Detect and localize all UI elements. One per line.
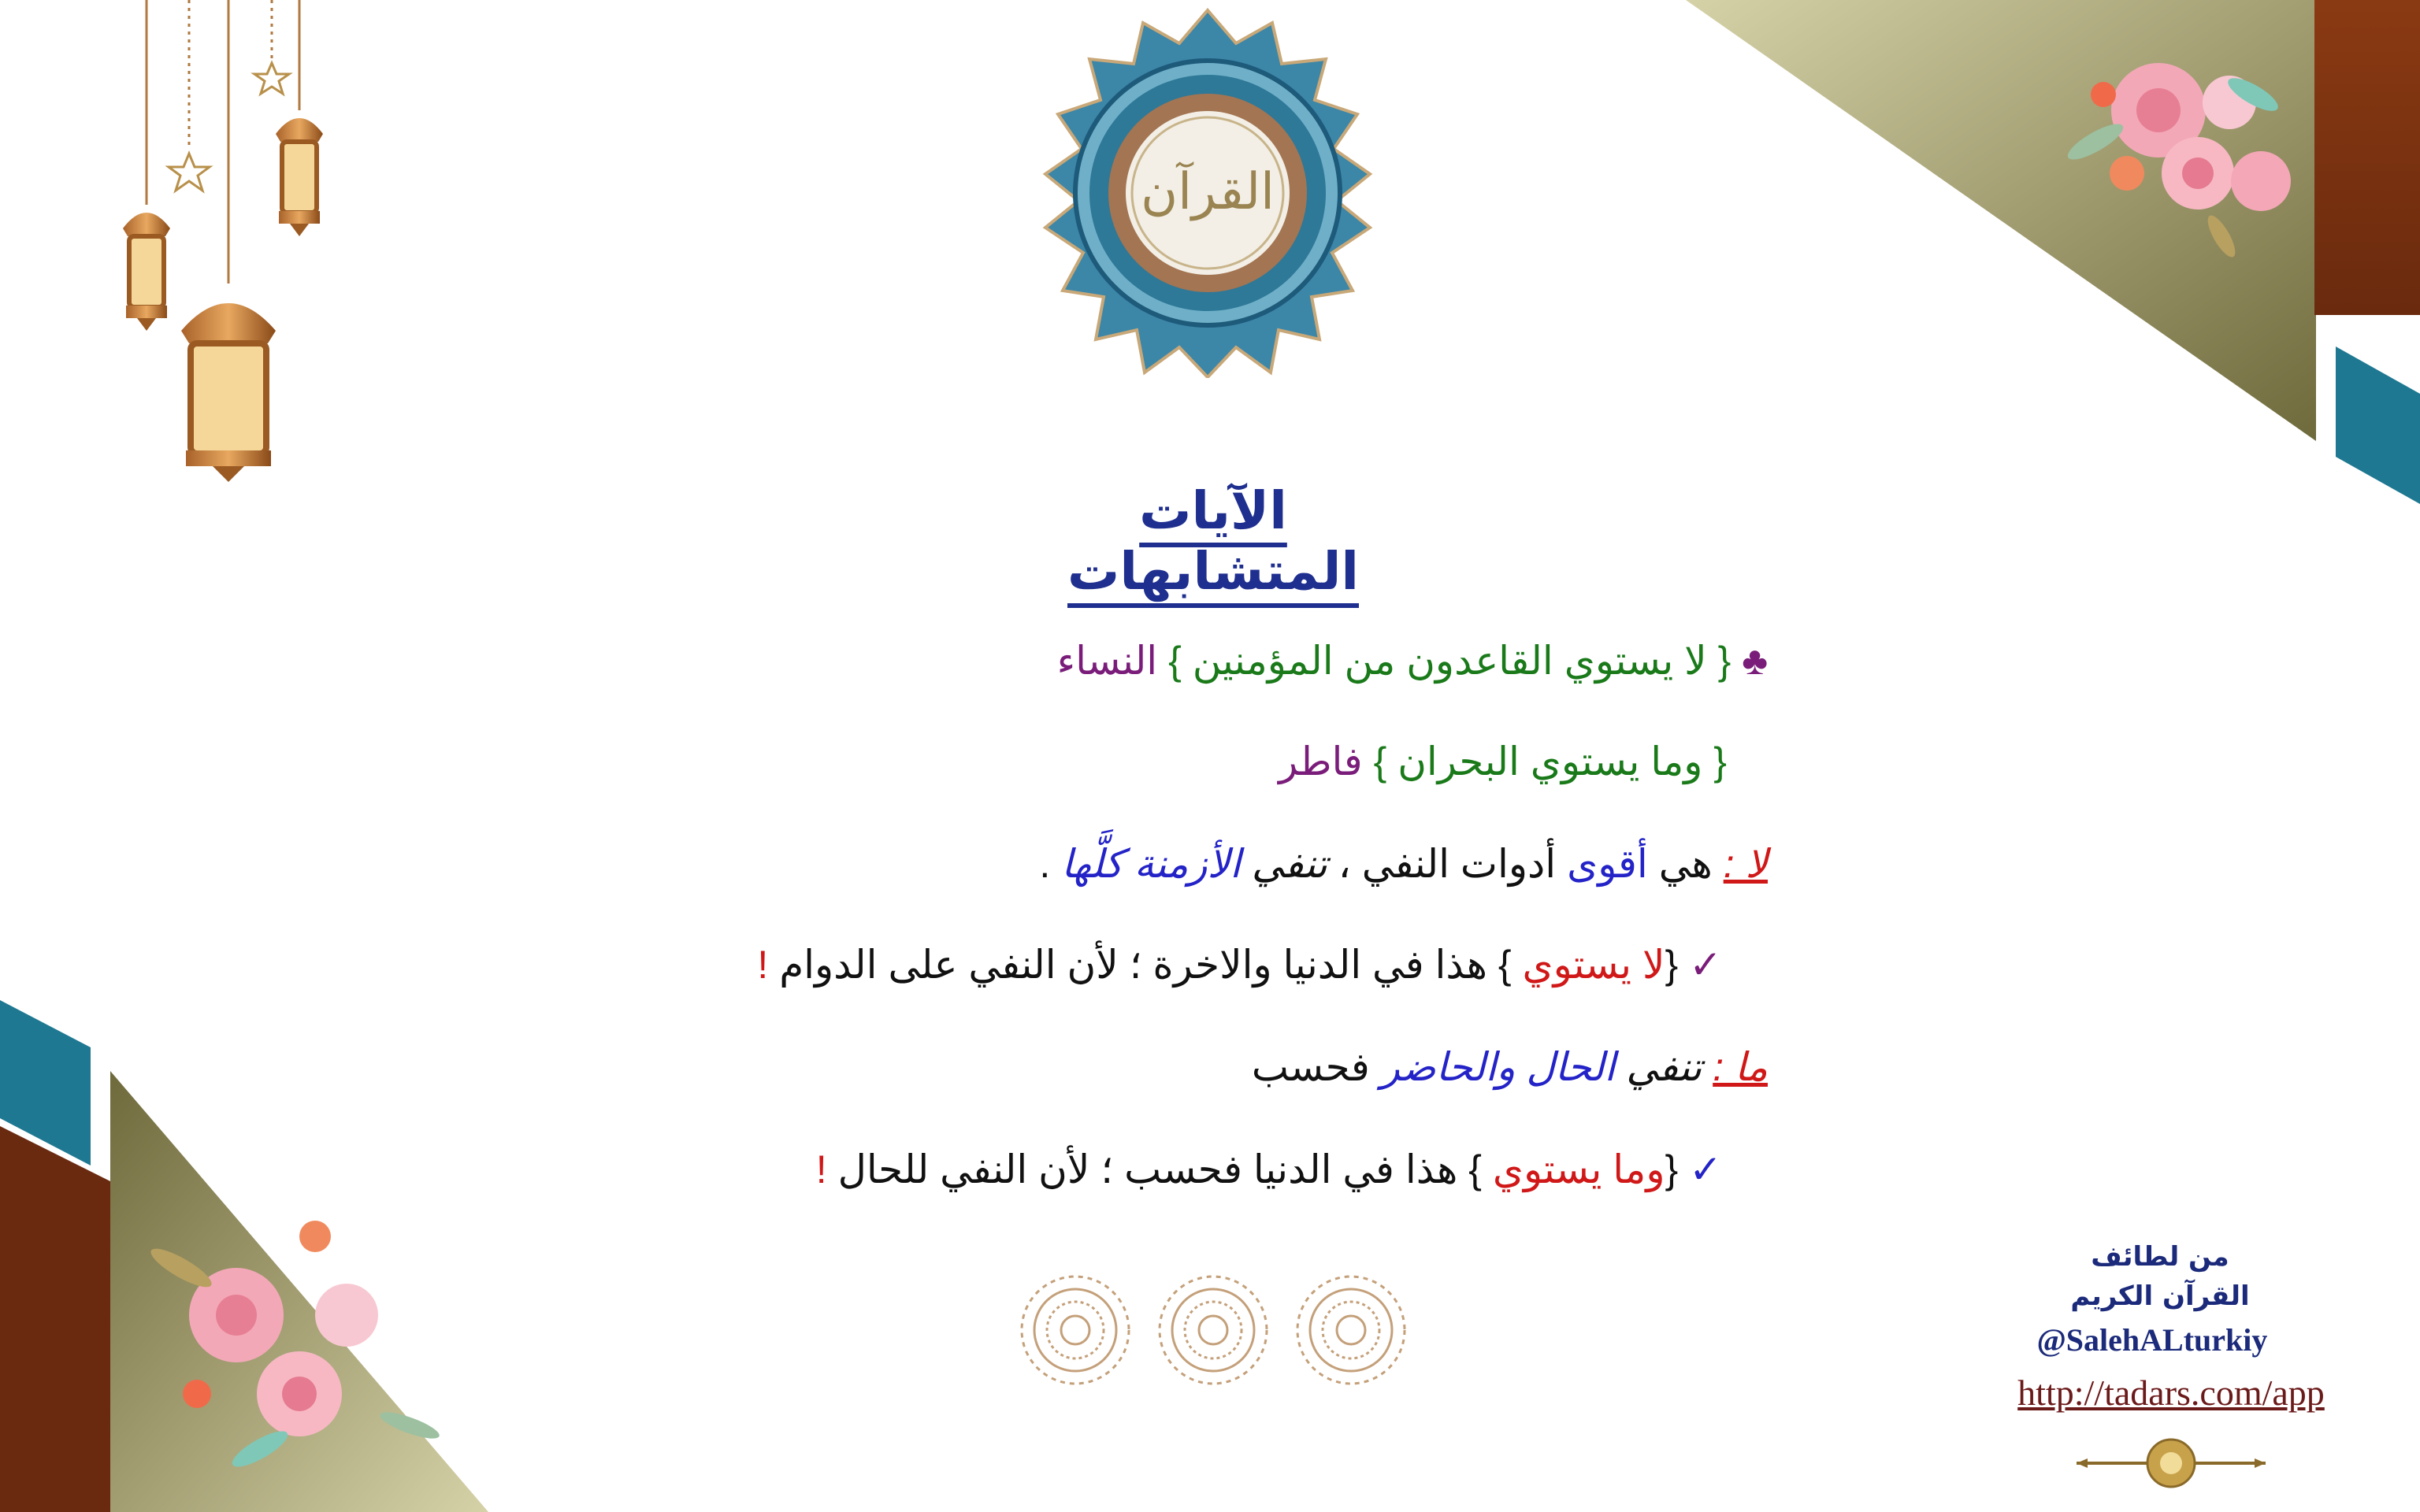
svg-text:القرآن: القرآن xyxy=(1141,163,1275,221)
website-link[interactable]: http://tadars.com/app xyxy=(2017,1373,2325,1413)
la-check-phrase: لا يستوي xyxy=(1522,943,1665,987)
top-right-corner-decoration xyxy=(1654,0,2420,520)
verse-line-2 xyxy=(1279,739,1727,784)
credit-line-2: القرآن الكريم xyxy=(2070,1280,2250,1312)
ma-explanation-line xyxy=(1252,1044,1768,1090)
la-check-open: { xyxy=(1665,943,1679,987)
club-icon: ♣ xyxy=(1742,639,1768,683)
la-check-line xyxy=(757,942,1722,988)
bottom-left-corner-decoration xyxy=(0,984,488,1512)
verse-1-text: { لا يستوي القاعدون من المؤمنين } xyxy=(1168,639,1731,683)
verse-2-text: { وما يستوي البحران } xyxy=(1373,739,1727,784)
ma-check-bang: ! xyxy=(815,1147,827,1191)
credit-line-1: من لطائف xyxy=(2091,1241,2229,1273)
la-check-bang: ! xyxy=(757,943,769,987)
checkmark-icon: ✓ xyxy=(1689,942,1722,988)
la-text-e: الأزمنة كلَّها xyxy=(1061,842,1241,886)
la-text-b: أقوى xyxy=(1567,842,1648,886)
la-text-a: هي xyxy=(1658,842,1713,886)
page-title: الآيات المتشابهات xyxy=(1067,480,1359,602)
mandala-ornaments xyxy=(1016,1271,1410,1392)
verse-line-1 xyxy=(1057,638,1768,684)
lanterns-decoration xyxy=(102,0,354,491)
ma-check-line xyxy=(816,1147,1722,1192)
ma-text-b: الحال والحاضر xyxy=(1380,1045,1616,1089)
ornament-divider xyxy=(2077,1432,2266,1498)
ma-check-phrase: وما يستوي xyxy=(1492,1147,1665,1191)
twitter-handle: @SalehALturkiy xyxy=(2036,1322,2268,1358)
verse-1-source: النساء xyxy=(1056,639,1158,683)
ma-check-open: { xyxy=(1665,1147,1679,1191)
la-check-rest: } هذا في الدنيا والاخرة ؛ لأن النفي على الدوام xyxy=(779,943,1512,987)
la-term: لا : xyxy=(1723,842,1768,886)
ma-text-a: تنفي xyxy=(1626,1045,1702,1089)
ma-text-c: فحسب xyxy=(1251,1045,1370,1089)
la-text-d: تنفي xyxy=(1251,842,1327,886)
ma-term: ما : xyxy=(1713,1045,1768,1089)
checkmark-icon: ✓ xyxy=(1689,1147,1722,1192)
la-text-c: أدوات النفي ، xyxy=(1338,842,1557,886)
la-explanation-line xyxy=(1039,841,1768,887)
la-text-f: . xyxy=(1039,842,1051,886)
quran-logo-medallion xyxy=(1023,8,1393,381)
ma-check-rest: } هذا في الدنيا فحسب ؛ لأن النفي للحال xyxy=(837,1147,1482,1191)
verse-2-source: فاطر xyxy=(1279,739,1363,784)
